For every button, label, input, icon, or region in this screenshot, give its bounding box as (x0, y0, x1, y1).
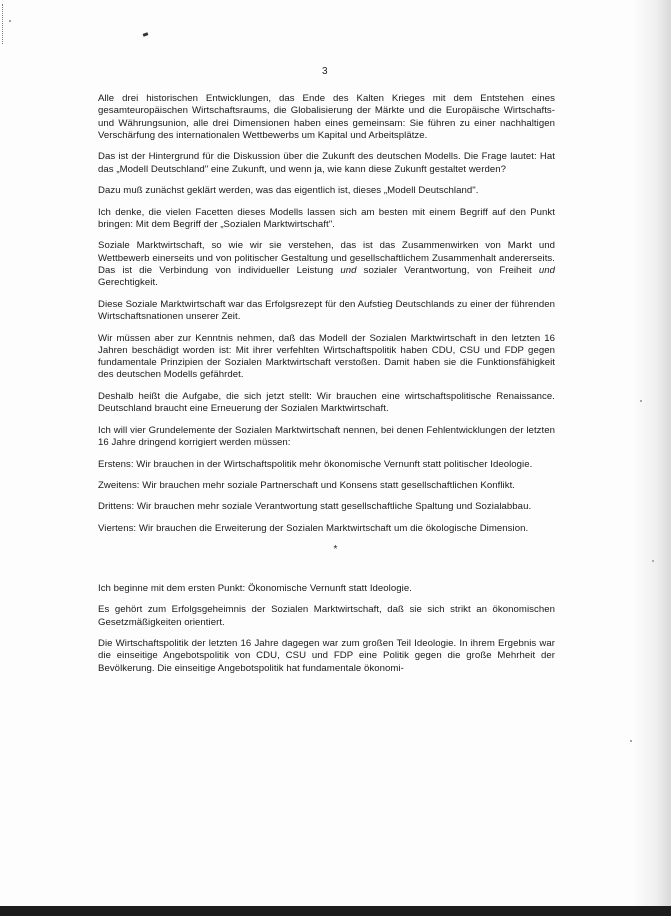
paragraph: Diese Soziale Marktwirtschaft war das Erfolgsrezept für den Aufstieg Deutschlands zu einer der führenden Wirtschaftsnationen unserer Zeit. (98, 298, 555, 323)
paragraph: Zweitens: Wir brauchen mehr soziale Partnerschaft und Konsens statt gesellschaftlichen Konflikt. (98, 480, 515, 491)
paragraph: Drittens: Wir brauchen mehr soziale Verantwortung statt gesellschaftliche Spaltung und Sozialabbau. (98, 501, 532, 513)
text-run: sozialer Verantwortung, von Freiheit (356, 265, 539, 277)
paragraph: Ich denke, die vielen Facetten dieses Modells lassen sich am besten mit einem Begriff auf den Punkt bringen: Mit dem Begriff der „Sozialen Marktwirtschaft". (98, 206, 555, 230)
paragraph: Alle drei historischen Entwicklungen, das Ende des Kalten Krieges mit dem Entstehen eines gesamteuropäischen Wirtschaftsraums, die Globalisierung der Märkte und die Europäische Wirtschafts- und Währungsunion, alle drei Dimensionen haben eines gemeinsam: Sie führen zu einer nachhaltigen Verschärfung des internationalen Wettbewerbs um Kapital und Arbeitsplätze. (98, 93, 555, 141)
paragraph: Die Wirtschaftspolitik der letzten 16 Jahre dagegen war zum großen Teil Ideologie. In ihrem Ergebnis war die einseitige Angebotspolitik von CDU, CSU und FDP eine Politik gegen die große Mehrheit der Bevölkerung. Die einseitige Angebotspolitik hat fundamentale ökonomi- (98, 638, 555, 674)
scan-speck (9, 20, 11, 22)
paragraph: Es gehört zum Erfolgsgeheimnis der Sozialen Marktwirtschaft, daß sie sich strikt an ökonomischen Gesetzmäßigkeiten orientiert. (98, 604, 555, 628)
scan-speck (143, 32, 149, 37)
text-run: Gerechtigkeit. (98, 277, 158, 289)
scan-speck (630, 740, 632, 742)
scan-bottom-edge (0, 906, 671, 916)
scan-edge-shadow (633, 0, 671, 916)
paragraph: Wir müssen aber zur Kenntnis nehmen, daß das Modell der Sozialen Marktwirtschaft in den letzten 16 Jahren beschädigt worden ist: Mit ihrer verfehlten Wirtschaftspolitik haben CDU, CSU und FDP gegen fundamentale Prinzipien der Sozialen Marktwirtschaft verstoßen. Damit haben sie die Funktionsfähigkeit des deutschen Modells gefährdet. (98, 332, 555, 381)
section-separator: * (333, 544, 338, 556)
paragraph: Viertens: Wir brauchen die Erweiterung der Sozialen Marktwirtschaft um die ökologische Dimension. (98, 522, 529, 534)
page-number: 3 (322, 66, 328, 77)
paragraph: Dazu muß zunächst geklärt werden, was das eigentlich ist, dieses „Modell Deutschland". (98, 185, 479, 197)
paragraph-social-market (98, 240, 555, 289)
paragraph: Ich beginne mit dem ersten Punkt: Ökonomische Vernunft statt Ideologie. (98, 582, 412, 594)
emphasis: und (340, 265, 357, 277)
text-run: Soziale Marktwirtschaft, so wie wir sie verstehen, das ist das Zusammenwirken von Markt und Wettbewerb einerseits und von politischer Gestaltung und gesellschaftlichem Zusammenhalt andererseits. Das ist die Verbindung von individueller Leistung (98, 240, 555, 277)
body-text (98, 93, 555, 684)
paragraph: Ich will vier Grundelemente der Sozialen Marktwirtschaft nennen, bei denen Fehlentwicklungen der letzten 16 Jahre dringend korrigiert werden müssen: (98, 424, 555, 449)
paragraph: Erstens: Wir brauchen in der Wirtschaftspolitik mehr ökonomische Vernunft statt politischer Ideologie. (98, 458, 533, 470)
scan-corner-mark (2, 4, 17, 44)
paragraph: Das ist der Hintergrund für die Diskussion über die Zukunft des deutschen Modells. Die Frage lautet: Hat das „Modell Deutschland" eine Zukunft, und wenn ja, wie kann diese Zukunft gestaltet werden? (98, 151, 555, 175)
paragraph: Deshalb heißt die Aufgabe, die sich jetzt stellt: Wir brauchen eine wirtschaftspolitische Renaissance. Deutschland braucht eine Erneuerung der Sozialen Marktwirtschaft. (98, 390, 555, 415)
emphasis: und (538, 265, 555, 277)
